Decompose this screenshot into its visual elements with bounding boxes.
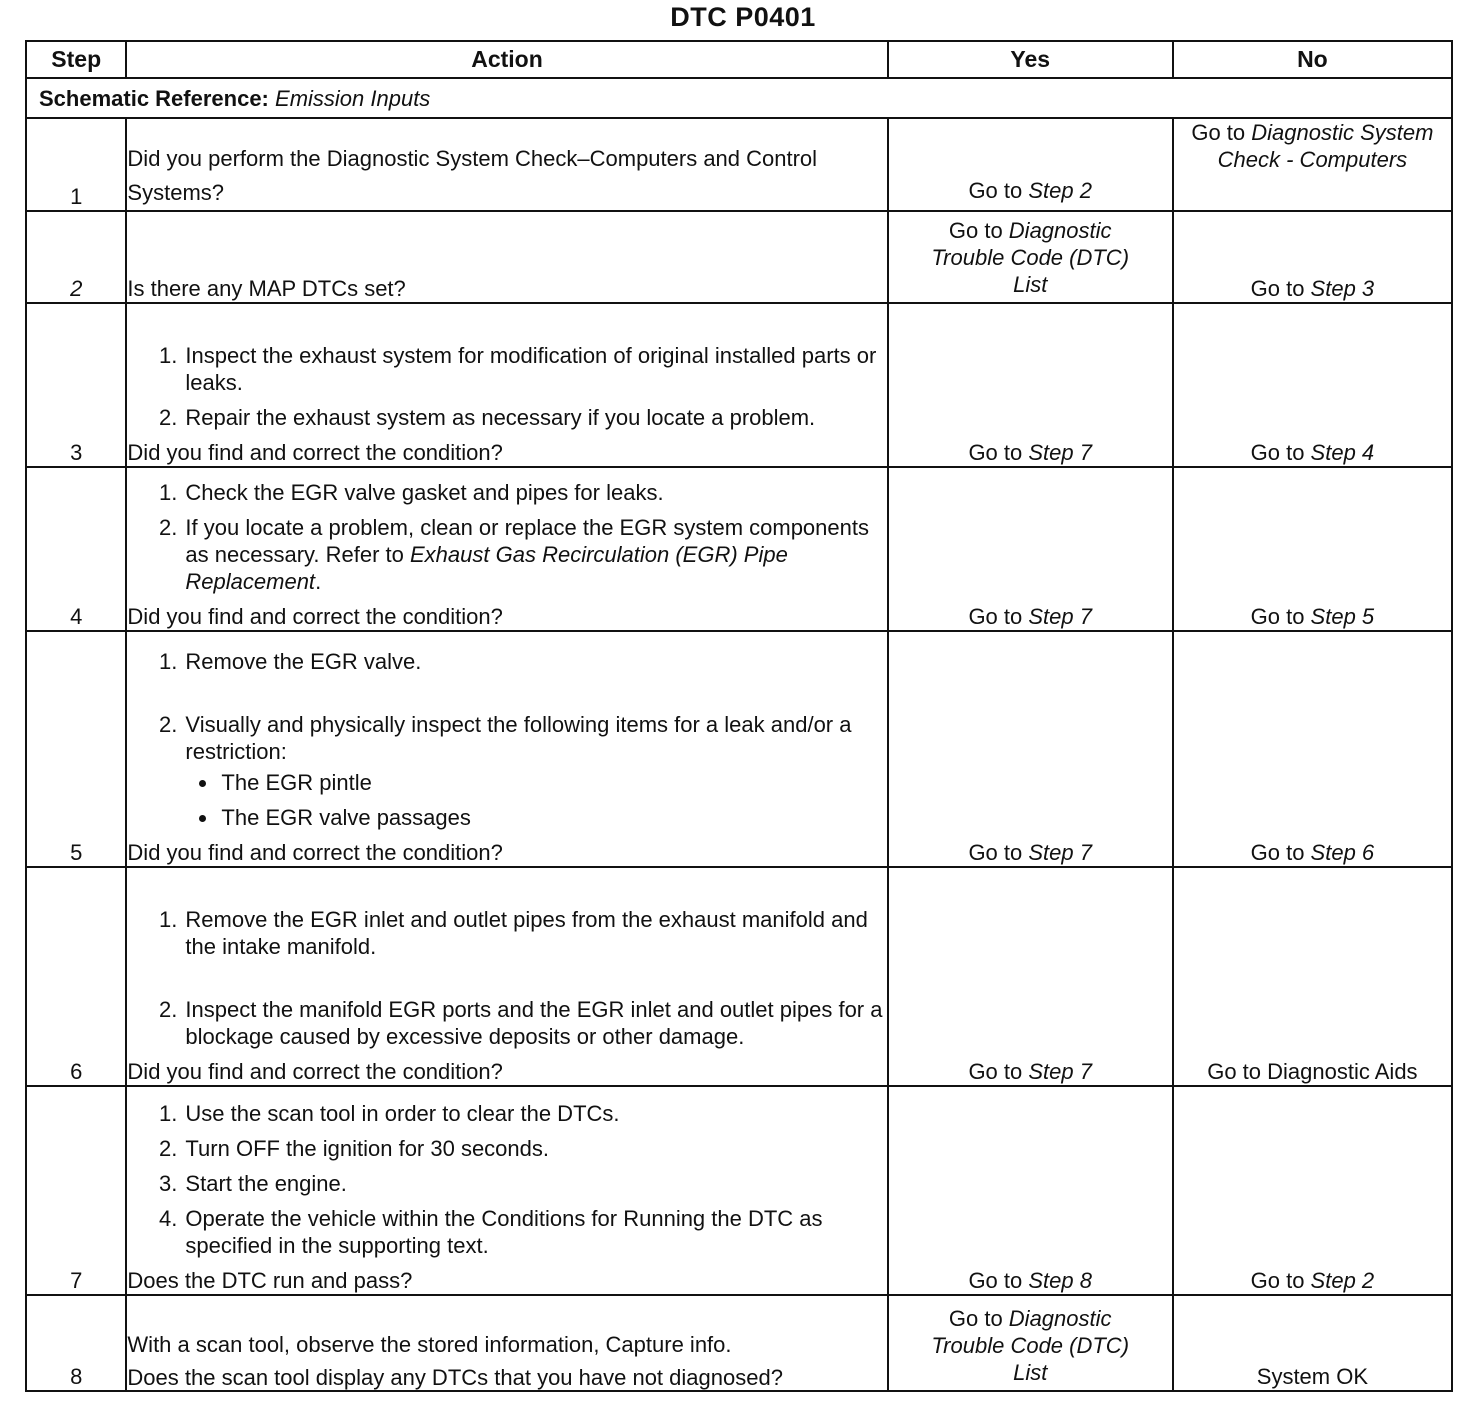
list-item <box>183 514 886 595</box>
yes-prefix: Go to <box>968 440 1029 465</box>
yes-reference: Step 7 <box>1028 1059 1092 1084</box>
bullet-list <box>185 769 886 831</box>
no-prefix: Go to <box>1250 1268 1311 1293</box>
table-row <box>26 631 1452 867</box>
instruction-list <box>127 342 886 431</box>
yes-cell <box>888 467 1173 631</box>
no-cell <box>1173 631 1452 867</box>
question-text: Did you find and correct the condition? <box>127 840 503 865</box>
no-prefix: Go to <box>1250 440 1311 465</box>
schematic-label: Schematic Reference: <box>39 85 269 111</box>
question-text: Did you find and correct the condition? <box>127 604 503 629</box>
no-reference: Step 5 <box>1310 604 1375 629</box>
header-no: No <box>1173 41 1452 78</box>
list-item: 3. Start the engine. <box>183 1170 886 1197</box>
yes-reference: Step 7 <box>1028 440 1092 465</box>
bullet-item: • The EGR valve passages <box>219 804 886 831</box>
no-reference: Step 6 <box>1310 840 1375 865</box>
step-number: 1 <box>26 118 126 211</box>
yes-reference: Step 2 <box>1028 178 1092 203</box>
step-number: 4 <box>26 467 126 631</box>
header-step: Step <box>26 41 126 78</box>
no-cell <box>1173 303 1452 467</box>
yes-prefix: Go to <box>968 178 1029 203</box>
bullet-item: • The EGR pintle <box>219 769 886 796</box>
yes-prefix: Go to <box>968 840 1029 865</box>
no-cell <box>1173 867 1452 1086</box>
yes-cell <box>888 867 1173 1086</box>
yes-cell <box>888 1295 1173 1391</box>
list-item: 2. Repair the exhaust system as necessary if you locate a problem. <box>183 404 886 431</box>
action-cell <box>126 867 887 1086</box>
no-prefix: Go to <box>1250 276 1311 301</box>
yes-prefix: Go to <box>968 604 1029 629</box>
yes-cell <box>888 303 1173 467</box>
no-cell <box>1173 211 1452 303</box>
table-row <box>26 1295 1452 1391</box>
table-row <box>26 867 1452 1086</box>
yes-prefix: Go to <box>968 1268 1029 1293</box>
action-cell <box>126 211 887 303</box>
yes-cell <box>888 631 1173 867</box>
item-text: If you locate a problem, clean or replace the EGR system components as necessary. Refer to <box>185 515 869 567</box>
no-reference: Step 4 <box>1310 440 1375 465</box>
yes-reference: Step 7 <box>1028 840 1092 865</box>
no-reference: Step 2 <box>1310 1268 1375 1293</box>
action-text: With a scan tool, observe the stored information, Capture info. <box>127 1332 732 1357</box>
action-cell <box>126 1295 887 1391</box>
instruction-list <box>127 648 886 831</box>
yes-reference: Step 7 <box>1028 604 1092 629</box>
yes-prefix: Go to <box>968 1059 1029 1084</box>
yes-prefix: Go to <box>948 1306 1009 1331</box>
yes-prefix: Go to <box>948 218 1009 243</box>
table-row <box>26 118 1452 211</box>
question-text: Did you find and correct the condition? <box>127 440 503 465</box>
yes-cell <box>888 118 1173 211</box>
action-cell <box>126 467 887 631</box>
question-text: Did you find and correct the condition? <box>127 1059 503 1084</box>
header-yes: Yes <box>888 41 1173 78</box>
no-reference: Diagnostic System Check - Computers <box>1217 120 1434 172</box>
instruction-list <box>127 906 886 1050</box>
table-row <box>26 211 1452 303</box>
list-item <box>183 711 886 831</box>
yes-cell <box>888 211 1173 303</box>
yes-cell <box>888 1086 1173 1295</box>
action-cell <box>126 118 887 211</box>
instruction-list <box>127 1100 886 1259</box>
header-row <box>26 41 1452 78</box>
no-cell <box>1173 467 1452 631</box>
dtc-table <box>25 40 1453 1392</box>
yes-reference: Step 8 <box>1028 1268 1092 1293</box>
schematic-value: Emission Inputs <box>275 85 431 111</box>
step-number: 6 <box>26 867 126 1086</box>
list-item: 1. Check the EGR valve gasket and pipes for leaks. <box>183 479 886 506</box>
step-number: 7 <box>26 1086 126 1295</box>
no-cell <box>1173 1295 1452 1391</box>
list-item: 1. Remove the EGR inlet and outlet pipes from the exhaust manifold and the intake manifold. <box>183 906 886 960</box>
yes-reference: Diagnostic Trouble Code (DTC) List <box>931 218 1130 297</box>
no-text: System OK <box>1256 1364 1369 1389</box>
step-number: 8 <box>26 1295 126 1391</box>
schematic-row <box>26 78 1452 118</box>
no-prefix: Go to <box>1250 604 1311 629</box>
table-row <box>26 467 1452 631</box>
list-item: 1. Remove the EGR valve. <box>183 648 886 675</box>
list-item: 1. Use the scan tool in order to clear the DTCs. <box>183 1100 886 1127</box>
procedure-reference: Exhaust Gas Recirculation (EGR) Pipe Replacement <box>185 542 788 594</box>
no-cell <box>1173 1086 1452 1295</box>
table-row <box>26 1086 1452 1295</box>
question-text: Does the DTC run and pass? <box>127 1268 413 1293</box>
action-cell <box>126 303 887 467</box>
list-item: 1. Inspect the exhaust system for modification of original installed parts or leaks. <box>183 342 886 396</box>
item-suffix: . <box>315 569 322 594</box>
no-cell <box>1173 118 1452 211</box>
step-number: 3 <box>26 303 126 467</box>
table-row <box>26 303 1452 467</box>
list-item: 4. Operate the vehicle within the Conditions for Running the DTC as specified in the supporting text. <box>183 1205 886 1259</box>
list-item: 2. Turn OFF the ignition for 30 seconds. <box>183 1135 886 1162</box>
header-action: Action <box>126 41 887 78</box>
yes-reference: Diagnostic Trouble Code (DTC) List <box>931 1306 1130 1385</box>
question-text: Does the scan tool display any DTCs that you have not diagnosed? <box>127 1365 783 1390</box>
action-cell <box>126 1086 887 1295</box>
action-text: Is there any MAP DTCs set? <box>127 276 406 301</box>
instruction-list <box>127 479 886 595</box>
action-text: Did you perform the Diagnostic System Check–Computers and Control Systems? <box>127 146 818 205</box>
action-cell <box>126 631 887 867</box>
no-reference: Step 3 <box>1310 276 1375 301</box>
list-item: 2. Inspect the manifold EGR ports and the EGR inlet and outlet pipes for a blockage caused by excessive deposits or other damage. <box>183 996 886 1050</box>
no-text: Go to Diagnostic Aids <box>1207 1059 1418 1084</box>
no-prefix: Go to <box>1250 840 1311 865</box>
step-number: 5 <box>26 631 126 867</box>
page-title: DTC P0401 <box>670 2 816 32</box>
item-text: Visually and physically inspect the following items for a leak and/or a restriction: <box>185 712 852 764</box>
no-prefix: Go to <box>1191 120 1252 145</box>
step-number: 2 <box>26 211 126 303</box>
